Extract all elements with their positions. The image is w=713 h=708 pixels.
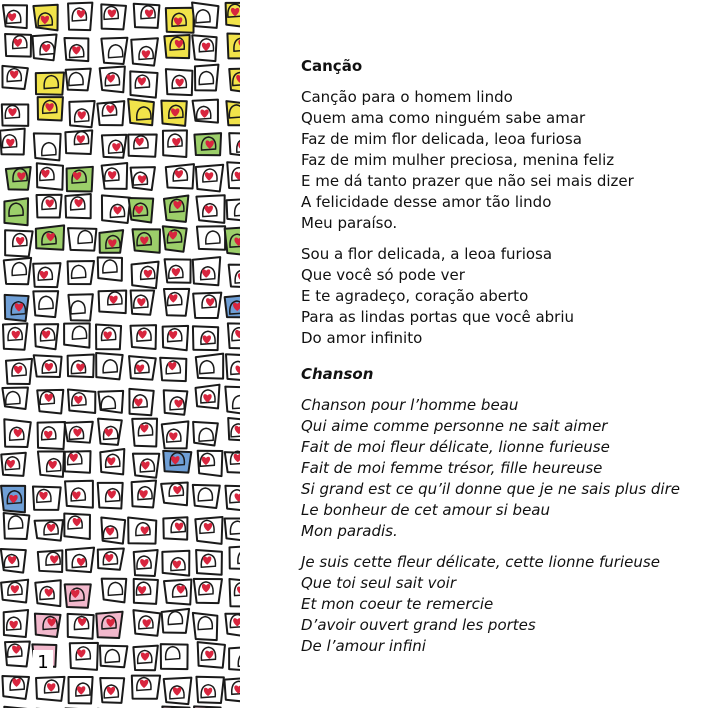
poem-line: Sou a flor delicada, a leoa furiosa — [301, 245, 553, 263]
poem-text-column — [301, 56, 701, 667]
poem-title: Chanson — [301, 365, 374, 383]
poem-line: Et mon coeur te remercie — [301, 595, 494, 613]
doodle-cell — [227, 199, 240, 222]
poem-line: Si grand est ce qu’il donne que je ne sais plus dire — [301, 480, 680, 498]
doodle-cell — [161, 644, 188, 669]
doodle-cell — [4, 513, 30, 539]
poem-cancao — [301, 56, 701, 349]
poem-line: E me dá tanto prazer que não sei mais dizer — [301, 172, 634, 190]
poem-line: Para as lindas portas que você abriu — [301, 308, 575, 326]
poem-line: Faz de mim mulher preciosa, menina feliz — [301, 151, 615, 169]
doodle-cell — [98, 257, 122, 280]
doodle-cell — [96, 353, 123, 379]
stanza — [301, 244, 701, 349]
doodle-cell — [34, 133, 61, 160]
poem-line: Qui aime comme personne ne sait aimer — [301, 417, 608, 435]
poem-line: Le bonheur de cet amour si beau — [301, 501, 551, 519]
hearts-doodle-illustration — [0, 0, 240, 708]
poem-line: Quem ama como ninguém sabe amar — [301, 109, 586, 127]
poem-line: Canção para o homem lindo — [301, 88, 513, 106]
doodle-cell — [68, 614, 94, 639]
doodle-cell — [101, 4, 126, 29]
poem-chanson — [301, 364, 701, 657]
doodle-cell — [101, 38, 127, 64]
doodle-cell — [225, 387, 240, 415]
poem-line: A felicidade desse amor tão lindo — [301, 193, 552, 211]
doodle-cell — [193, 293, 221, 318]
doodle-cell — [197, 226, 225, 249]
poem-line: E te agradeço, coração aberto — [301, 287, 529, 305]
poem-line: Do amor infinito — [301, 329, 423, 347]
doodle-cell — [4, 198, 28, 225]
doodle-cell — [65, 451, 91, 473]
poem-title: Canção — [301, 57, 363, 75]
doodle-cell — [195, 65, 219, 91]
doodle-cell — [164, 35, 189, 58]
doodle-cell — [37, 163, 63, 190]
poem-line: Je suis cette fleur délicate, cette lionne furieuse — [301, 553, 660, 571]
doodle-cell — [33, 291, 58, 317]
doodle-cell — [37, 390, 63, 414]
doodle-cell — [162, 609, 190, 633]
stanza — [301, 395, 701, 542]
poem-line: Meu paraíso. — [301, 214, 398, 232]
poem-line: Que você só pode ver — [301, 266, 465, 284]
poem-line: Mon paradis. — [301, 522, 398, 540]
page-number: 1 — [33, 650, 53, 676]
stanza — [301, 552, 701, 657]
doodle-cell — [68, 294, 92, 320]
doodle-cell — [193, 422, 218, 446]
poem-line: Fait de moi femme trésor, fille heureuse — [301, 459, 603, 477]
poem-line: Chanson pour l’homme beau — [301, 396, 519, 414]
doodle-cell — [100, 646, 127, 668]
poem-line: D’avoir ouvert grand les portes — [301, 616, 536, 634]
doodle-cell — [163, 326, 188, 350]
poem-line: Fait de moi fleur délicate, lionne furieuse — [301, 438, 610, 456]
doodle-cell — [97, 101, 124, 125]
poem-line: Que toi seul sait voir — [301, 574, 457, 592]
poem-line: De l’amour infini — [301, 637, 426, 655]
stanza — [301, 87, 701, 234]
poem-line: Faz de mim flor delicada, leoa furiosa — [301, 130, 582, 148]
